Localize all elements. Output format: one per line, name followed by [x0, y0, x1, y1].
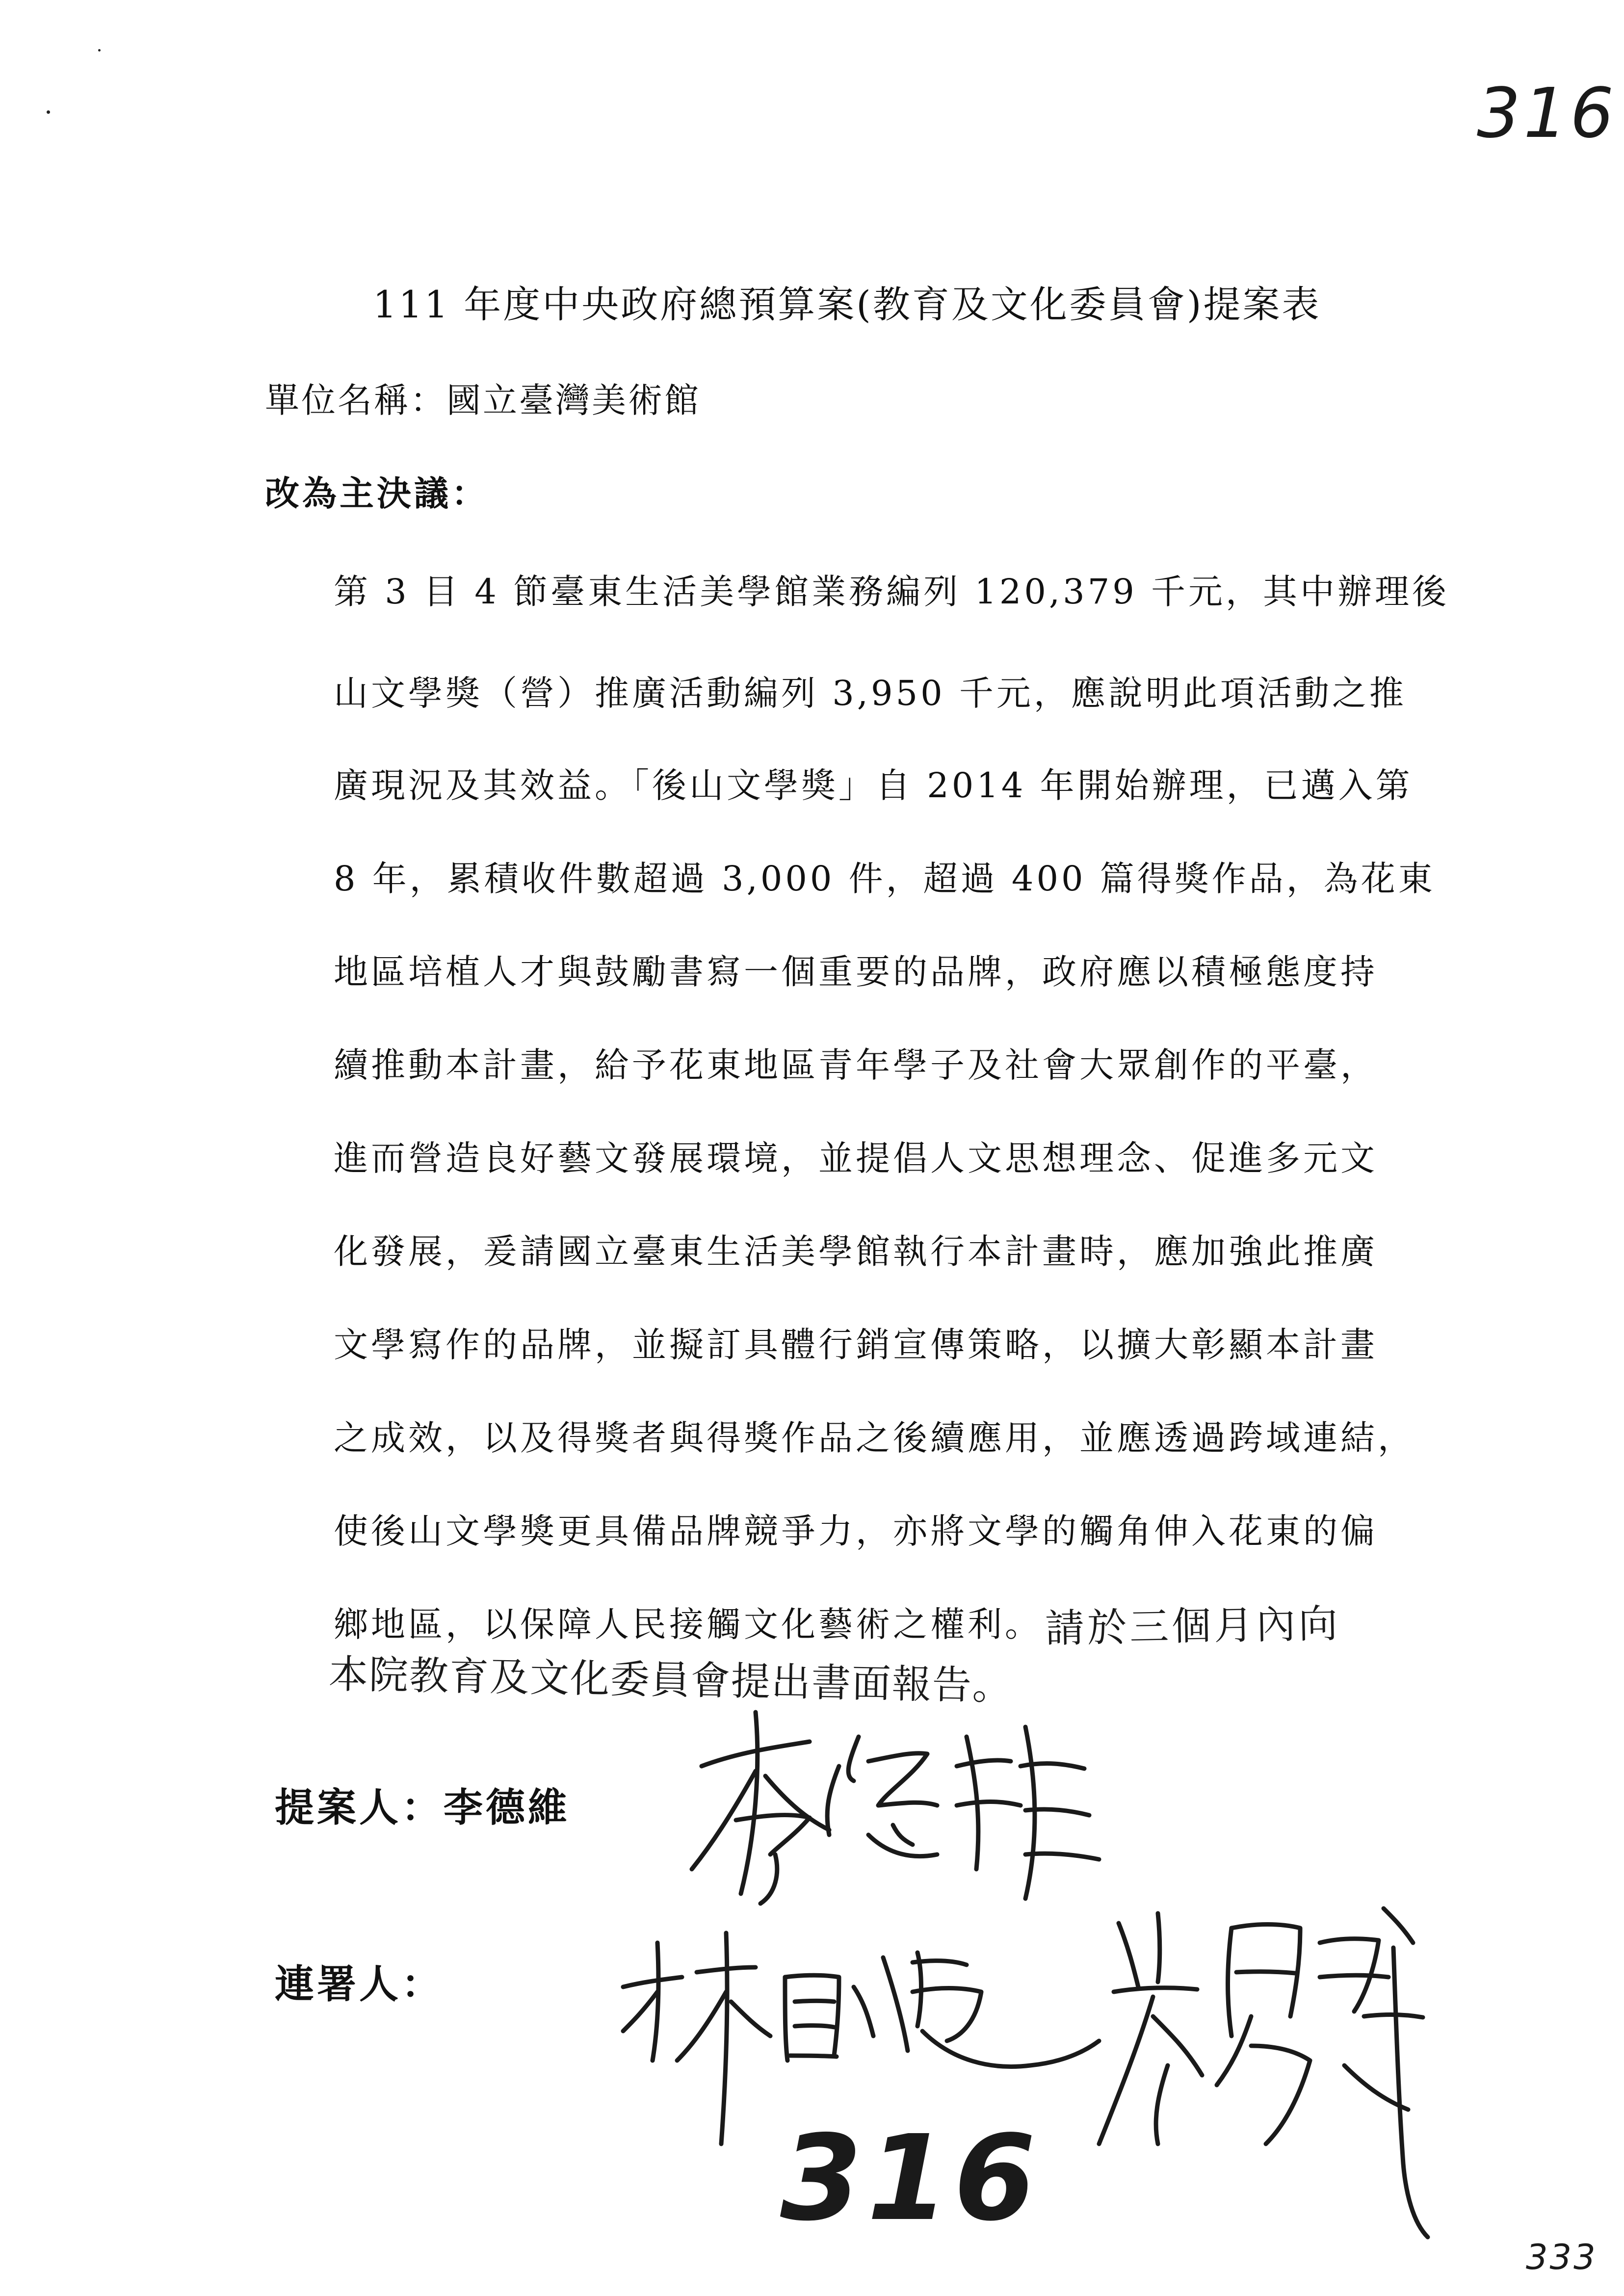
body-line: 化發展，爰請國立臺東生活美學館執行本計畫時，應加強此推廣 — [334, 1231, 1378, 1272]
unit-name: 單位名稱：國立臺灣美術館 — [265, 380, 701, 420]
body-line: 鄉地區，以保障人民接觸文化藝術之權利。 — [334, 1604, 1042, 1644]
body-line: 續推動本計畫，給予花東地區青年學子及社會大眾創作的平臺， — [334, 1045, 1378, 1085]
body-line: 使後山文學獎更具備品牌競爭力，亦將文學的觸角伸入花東的偏 — [334, 1511, 1378, 1551]
document-title: 111 年度中央政府總預算案(教育及文化委員會)提案表 — [373, 283, 1321, 326]
body-line: 進而營造良好藝文發展環境，並提倡人文思想理念、促進多元文 — [334, 1138, 1378, 1178]
page-number-top: 316 — [1477, 74, 1617, 154]
proposer-signature — [682, 1707, 1124, 1913]
body-line: 山文學獎（營）推廣活動編列 3,950 千元，應說明此項活動之推 — [334, 673, 1407, 713]
proposer-label: 提案人：李德維 — [275, 1785, 570, 1830]
page-number-bottom: 316 — [780, 2110, 1041, 2247]
cosigner-signature — [1089, 1889, 1472, 2242]
body-line: 之成效，以及得獎者與得獎作品之後續應用，並應透過跨域連結， — [334, 1418, 1415, 1458]
scan-speck — [98, 49, 101, 52]
body-line: 廣現況及其效益。「後山文學獎」自 2014 年開始辦理，已邁入第 — [334, 765, 1413, 806]
resolution-heading: 改為主決議： — [265, 473, 489, 514]
handwritten-note-line-2: 本院教育及文化委員會提出書面報告。 — [328, 1651, 1013, 1709]
body-line: 第 3 目 4 節臺東生活美學館業務編列 120,379 千元，其中辦理後 — [334, 572, 1450, 612]
body-line: 8 年，累積收件數超過 3,000 件，超過 400 篇得獎作品，為花東 — [334, 859, 1436, 899]
body-line: 地區培植人才與鼓勵書寫一個重要的品牌，政府應以積極態度持 — [334, 952, 1378, 992]
handwritten-note-line-1: 請於三個月內向 — [1045, 1600, 1341, 1652]
page-number-corner: 333 — [1526, 2237, 1598, 2277]
cosigner-label: 連署人： — [275, 1961, 444, 2007]
body-line: 文學寫作的品牌，並擬訂具體行銷宣傳策略，以擴大彰顯本計畫 — [334, 1325, 1378, 1365]
scan-speck — [47, 110, 50, 114]
